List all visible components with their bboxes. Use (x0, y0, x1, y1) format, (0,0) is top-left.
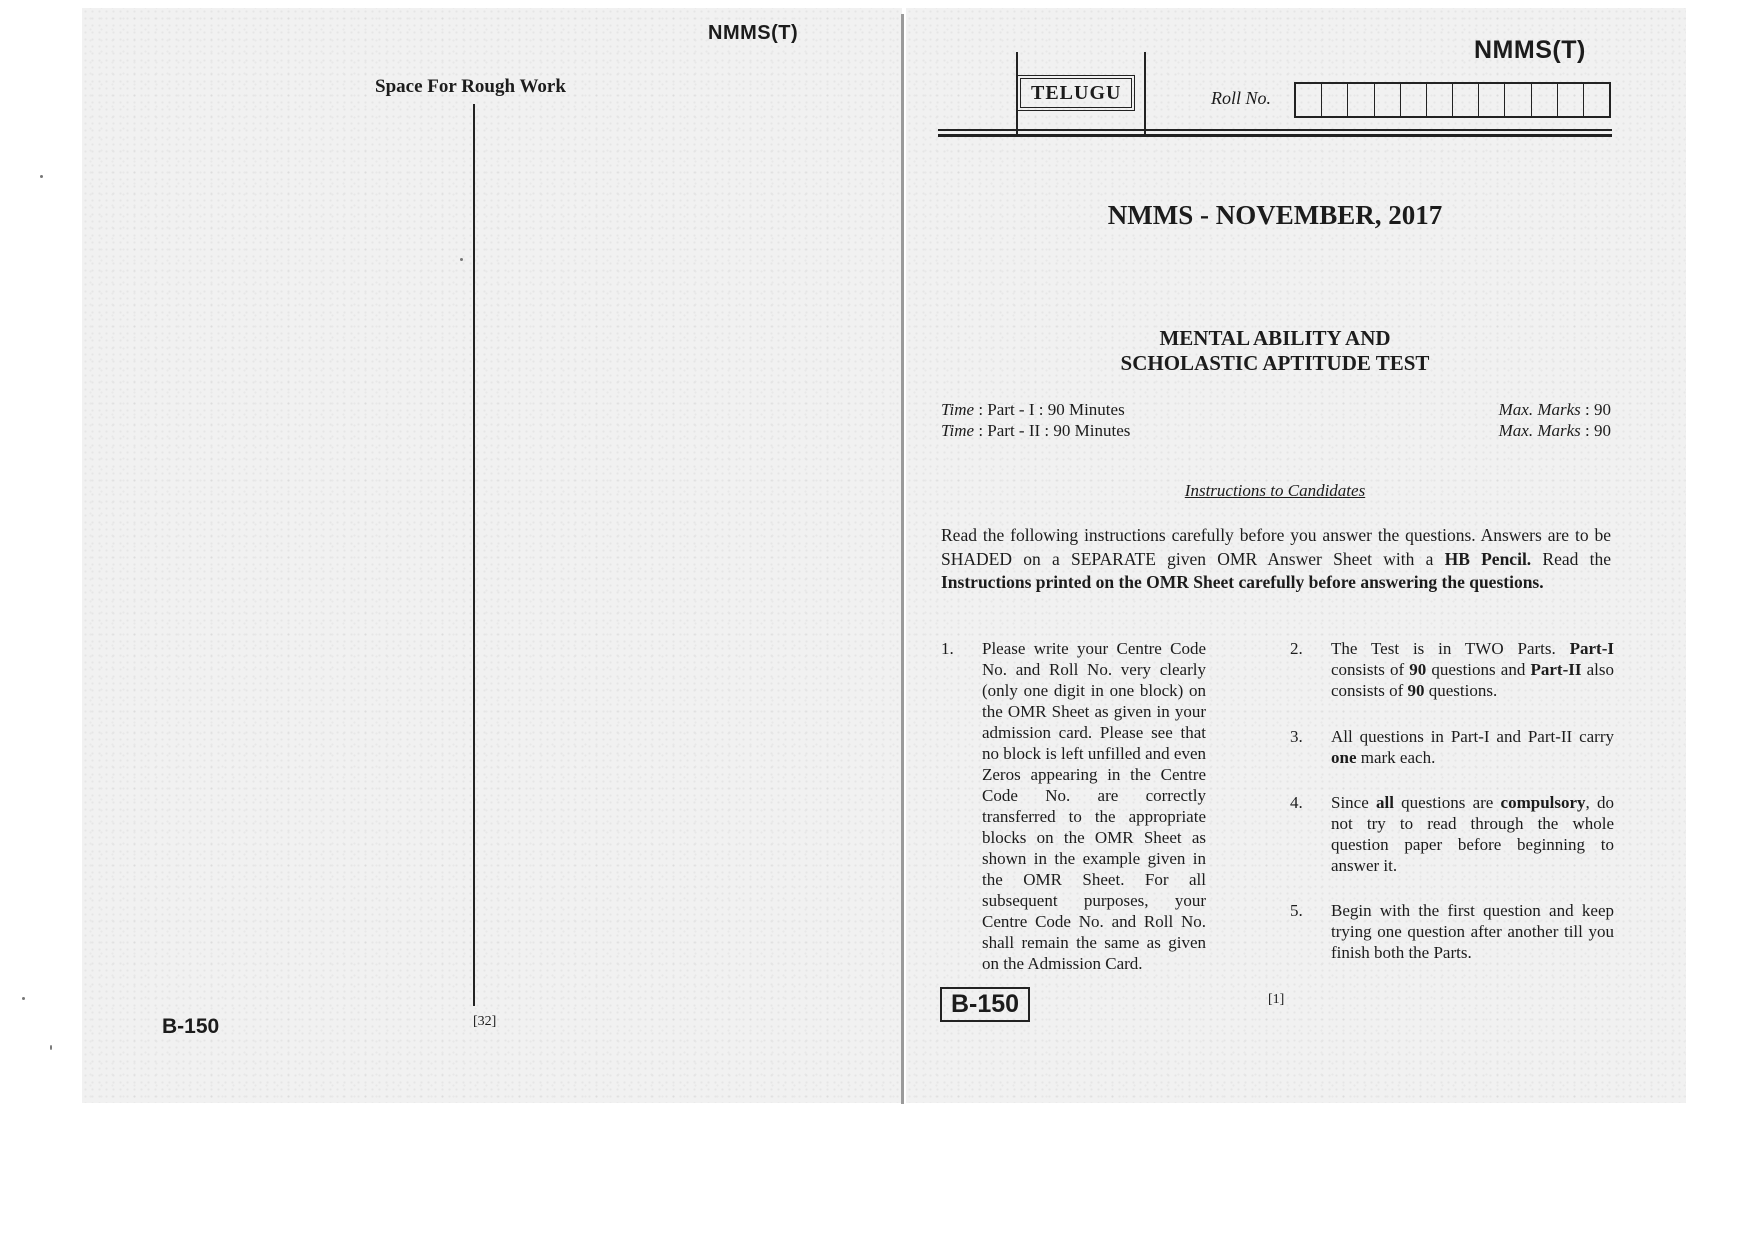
time-row (941, 400, 1611, 420)
roll-no-cell[interactable] (1558, 84, 1584, 116)
rough-work-title: Space For Rough Work (375, 76, 566, 97)
left-page-number: [32] (473, 1014, 497, 1029)
exam-title: NMMS - NOVEMBER, 2017 (1107, 200, 1443, 230)
roll-no-cell[interactable] (1479, 84, 1505, 116)
left-page (82, 8, 902, 1103)
header-rule (938, 129, 1612, 131)
item-text: Begin with the first question and keep trying one question after another till you finish both the Parts. (1331, 901, 1614, 962)
time-info: Time : Part - I : 90 Minutes (941, 400, 1125, 419)
time-row (941, 421, 1611, 441)
roll-no-boxes[interactable] (1294, 82, 1611, 118)
item-number: 1. (941, 639, 954, 658)
roll-no-cell[interactable] (1584, 84, 1609, 116)
scan-speck (22, 997, 25, 1000)
right-page-number: [1] (1268, 992, 1285, 1007)
item-text: Please write your Centre Code No. and Roll No. very clearly (only one digit in one block) on the OMR Sheet as given in your admission card. Please see that no block is left unfilled and even Zeros appearing in the Centre Code No. are correctly transferred to the appropriate blocks on the OMR Sheet as shown in the example given in the OMR Sheet. For all subsequent purposes, your Centre Code No. and Roll No. shall remain the same as given on the Admission Card. (982, 639, 1206, 973)
item-text: All questions in Part-I and Part-II carry one mark each. (1331, 727, 1614, 767)
page-fold-divider (901, 14, 904, 1104)
time-info: Time : Part - II : 90 Minutes (941, 421, 1131, 440)
left-booklet-code: B-150 (162, 1015, 220, 1038)
rough-work-divider (473, 104, 475, 1006)
roll-no-cell[interactable] (1427, 84, 1453, 116)
right-booklet-code: B-150 (940, 987, 1030, 1022)
item-number: 4. (1290, 793, 1303, 812)
roll-no-cell[interactable] (1401, 84, 1427, 116)
roll-no-cell[interactable] (1375, 84, 1401, 116)
test-title-line: SCHOLASTIC APTITUDE TEST (1120, 351, 1430, 375)
scan-speck (40, 175, 43, 178)
marks-info: Max. Marks : 90 (1498, 421, 1611, 440)
item-text: Since all questions are compulsory, do not try to read through the whole question paper before beginning to answer it. (1331, 793, 1615, 875)
left-header-code: NMMS(T) (708, 22, 799, 44)
roll-no-cell[interactable] (1296, 84, 1322, 116)
instructions-heading: Instructions to Candidates (1184, 481, 1366, 500)
roll-no-cell[interactable] (1453, 84, 1479, 116)
scan-speck (50, 1045, 52, 1050)
header-rule (938, 134, 1612, 137)
right-header-code: NMMS(T) (1474, 36, 1586, 64)
instructions-intro: Read the following instructions carefully before you answer the questions. Answers are to be SHADED on a SEPARATE given OMR Answer Sheet with a HB Pencil. Read the Instructions printed on the OMR Sheet carefully before answering the questions. (941, 525, 1612, 592)
roll-no-cell[interactable] (1348, 84, 1374, 116)
scan-speck (460, 258, 463, 261)
test-title (938, 326, 1612, 376)
roll-no-cell[interactable] (1505, 84, 1531, 116)
item-text: The Test is in TWO Parts. Part-I consists of 90 questions and Part-II also consists of 90 questions. (1331, 639, 1614, 700)
roll-no-cell[interactable] (1532, 84, 1558, 116)
test-title-line: MENTAL ABILITY AND (1159, 326, 1391, 350)
item-number: 2. (1290, 639, 1303, 658)
marks-info: Max. Marks : 90 (1498, 400, 1611, 419)
roll-no-label: Roll No. (1211, 88, 1272, 108)
item-number: 3. (1290, 727, 1303, 746)
language-box: TELUGU (1020, 78, 1132, 108)
item-number: 5. (1290, 901, 1303, 920)
roll-no-cell[interactable] (1322, 84, 1348, 116)
